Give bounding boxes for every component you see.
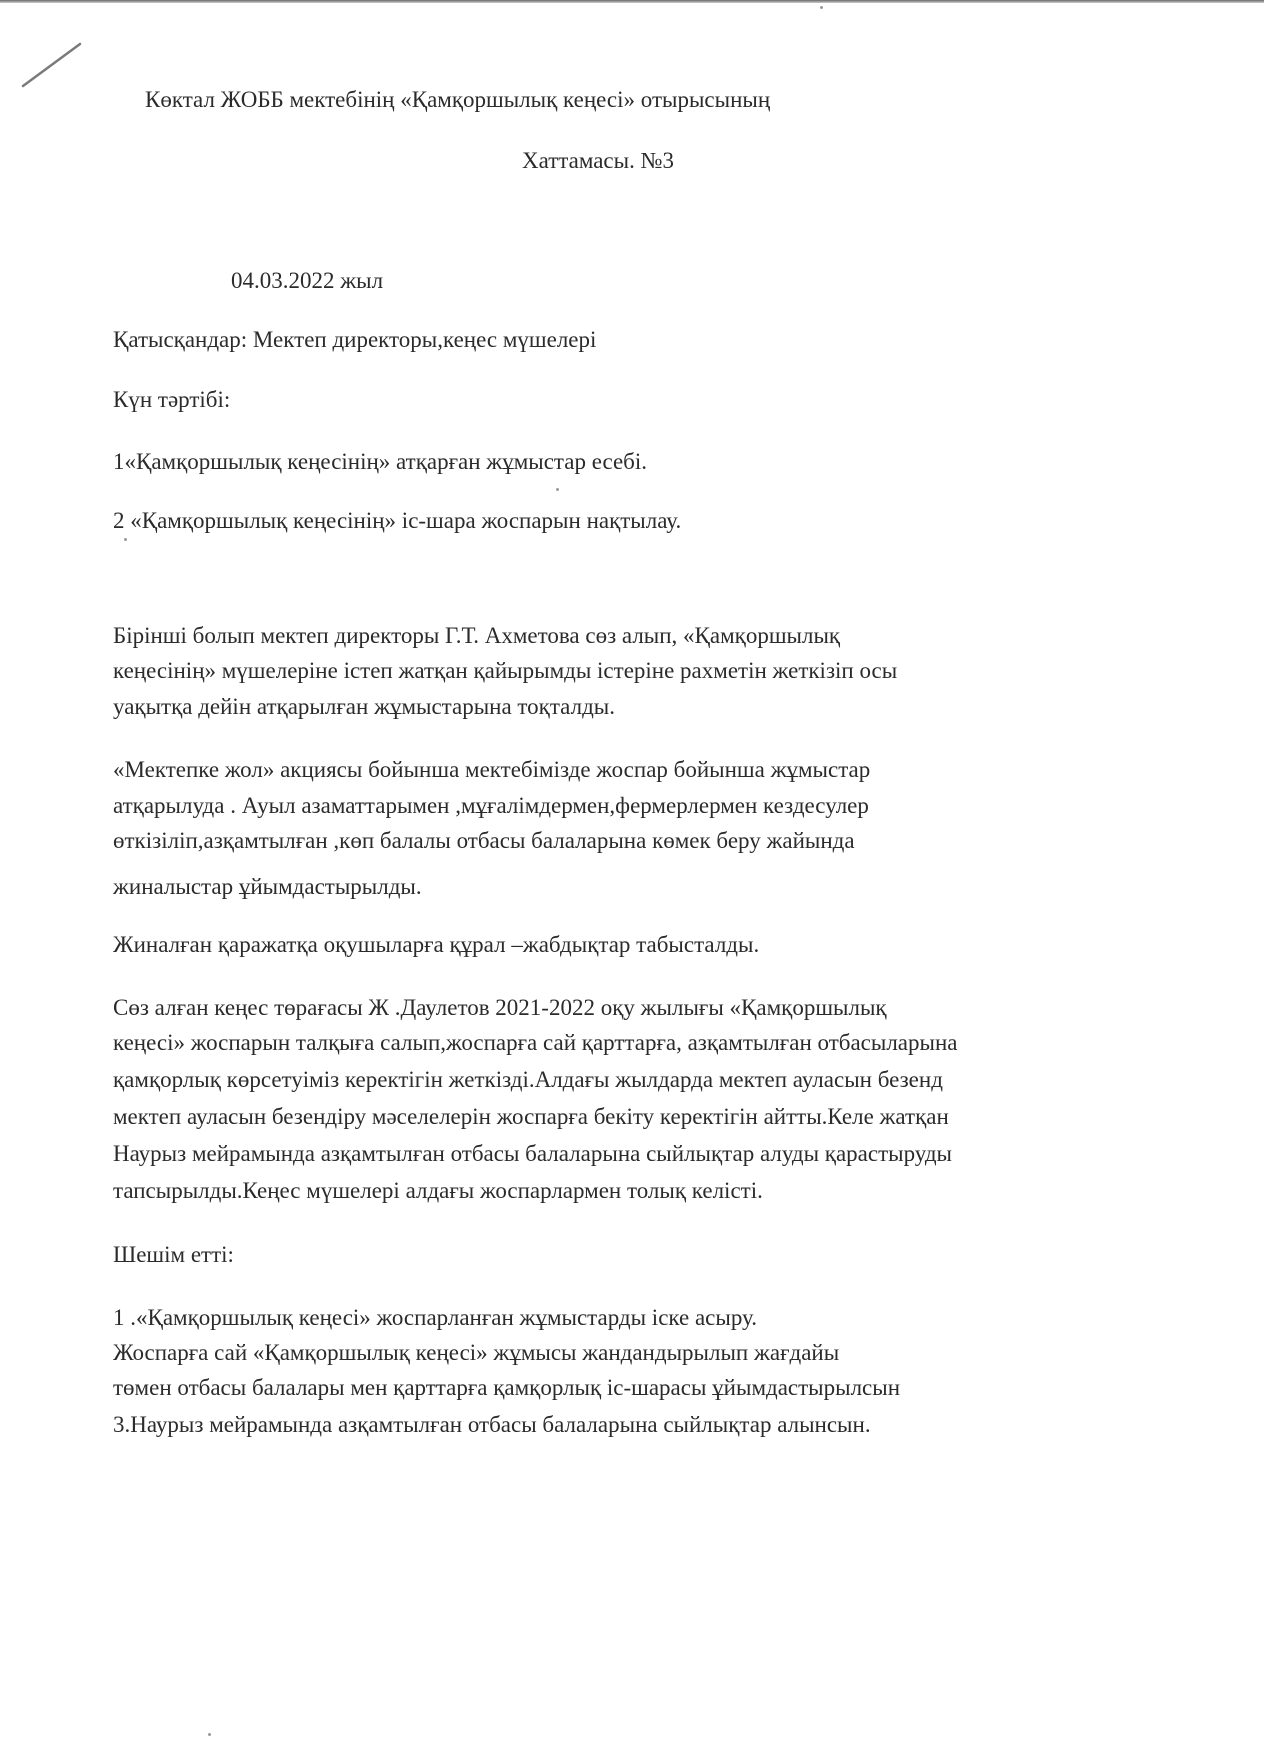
document-title: Көктал ЖОББ мектебінің «Қамқоршылық кеңесі» отырысының (145, 87, 771, 112)
scan-speck (208, 1733, 211, 1736)
decision-label: Шешім етті: (113, 1242, 234, 1267)
paragraph-line: өткізіліп,азқамтылған ,көп балалы отбасы балаларына көмек беру жайында (113, 828, 855, 853)
scan-speck (556, 488, 559, 491)
pen-mark-icon (20, 40, 90, 90)
agenda-label: Күн тәртібі: (113, 387, 231, 412)
scan-speck (124, 538, 127, 541)
paragraph-line: атқарылуда . Ауыл азаматтарымен ,мұғалімдермен,фермерлермен кездесулер (113, 793, 869, 818)
scan-speck (820, 6, 823, 9)
meeting-date: 04.03.2022 жыл (231, 268, 384, 293)
paragraph-line: мектеп ауласын безендіру мәселелерін жоспарға бекіту керектігін айтты.Келе жатқан (113, 1104, 949, 1129)
scan-edge (0, 0, 1264, 3)
paragraph-line: «Мектепке жол» акциясы бойынша мектебімізде жоспар бойынша жұмыстар (113, 757, 871, 782)
decision-line: 3.Наурыз мейрамында азқамтылған отбасы балаларына сыйлықтар алынсын. (113, 1412, 871, 1437)
decision-line: төмен отбасы балалары мен қарттарға қамқорлық іс-шарасы ұйымдастырылсын (113, 1375, 901, 1400)
paragraph-line: кеңесінің» мүшелеріне істеп жатқан қайырымды істеріне рахметін жеткізіп осы (113, 658, 898, 683)
document-subtitle: Хаттамасы. №3 (522, 148, 675, 173)
paragraph-line: тапсырылды.Кеңес мүшелері алдағы жоспарлармен толық келісті. (113, 1178, 763, 1203)
paragraph-line: Бірінші болып мектеп директоры Г.Т. Ахметова сөз алып, «Қамқоршылық (113, 623, 841, 648)
paragraph-line: қамқорлық көрсетуіміз керектігін жеткізді.Алдағы жылдарда мектеп ауласын безенд (113, 1067, 943, 1092)
paragraph-line: Сөз алған кеңес төрағасы Ж .Даулетов 2021-2022 оқу жылығы «Қамқоршылық (113, 995, 887, 1020)
agenda-item: 1«Қамқоршылық кеңесінің» атқарған жұмыстар есебі. (113, 449, 648, 474)
paragraph-line: уақытқа дейін атқарылған жұмыстарына тоқталды. (113, 694, 615, 719)
paragraph-line: жиналыстар ұйымдастырылды. (113, 874, 422, 899)
agenda-item: 2 «Қамқоршылық кеңесінің» іс-шара жоспарын нақтылау. (113, 508, 682, 533)
paragraph-line: Жиналған қаражатқа оқушыларға құрал –жабдықтар табысталды. (113, 932, 760, 957)
decision-line: 1 .«Қамқоршылық кеңесі» жоспарланған жұмыстарды іске асыру. (113, 1305, 757, 1330)
paragraph-line: Наурыз мейрамында азқамтылған отбасы балаларына сыйлықтар алуды қарастыруды (113, 1141, 953, 1166)
participants-line: Қатысқандар: Мектеп директоры,кеңес мүшелері (113, 327, 597, 352)
paragraph-line: кеңесі» жоспарын талқыға салып,жоспарға сай қарттарға, азқамтылған отбасыларына (113, 1030, 958, 1055)
decision-line: Жоспарға сай «Қамқоршылық кеңесі» жұмысы жандандырылып жағдайы (113, 1340, 840, 1365)
